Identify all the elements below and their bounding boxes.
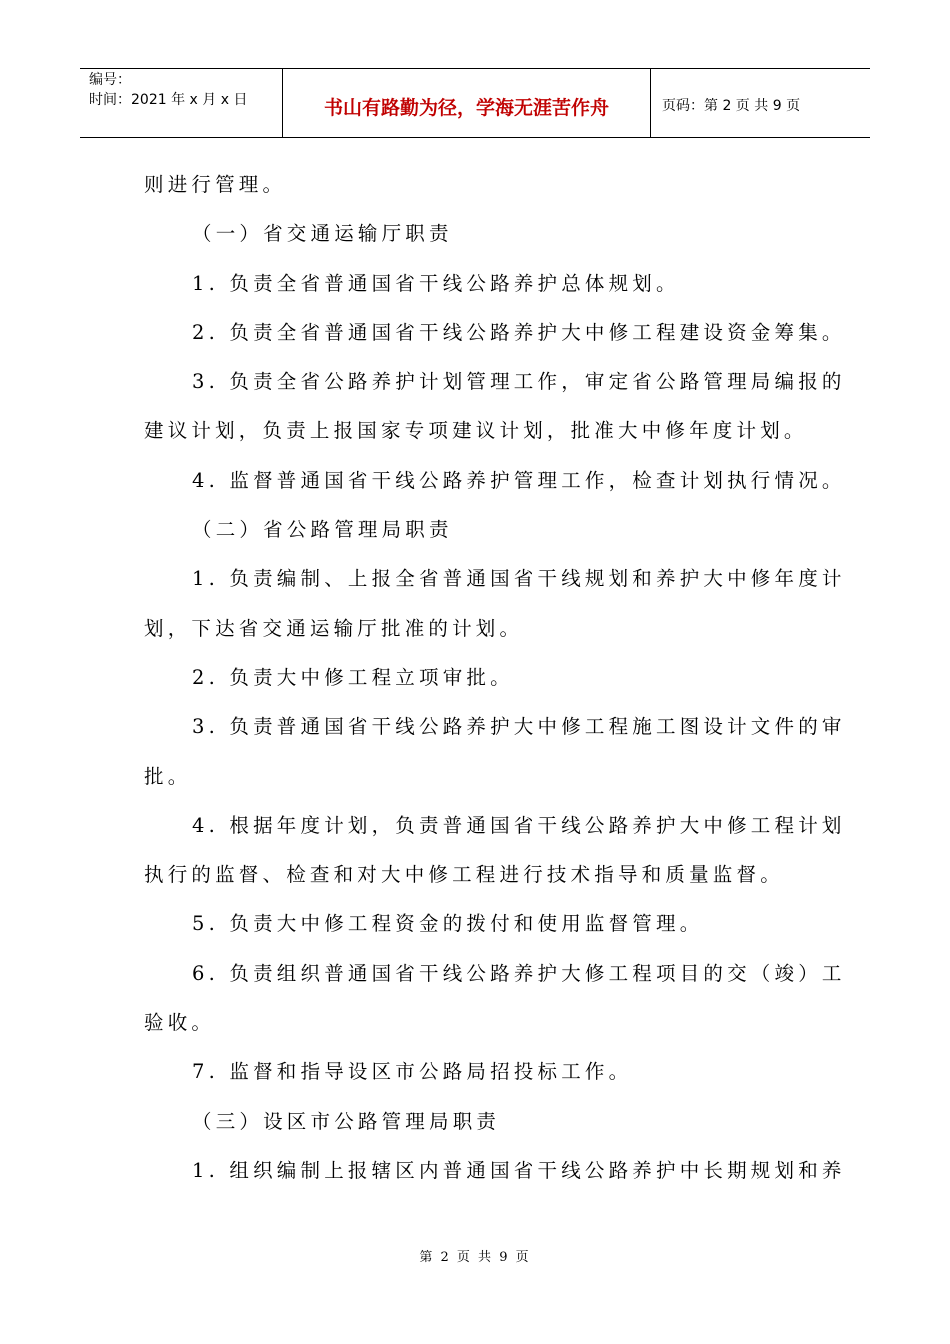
body-text-line: 4. 根据年度计划，负责普通国省干线公路养护大中修工程计划 xyxy=(192,813,846,837)
body-text-line: 2. 负责全省普通国省干线公路养护大中修工程建设资金筹集。 xyxy=(192,320,846,344)
header-meta-cell xyxy=(80,69,283,137)
header-motto: 书山有路勤为径，学海无涯苦作舟 xyxy=(283,69,651,137)
body-text-line: 执行的监督、检查和对大中修工程进行技术指导和质量监督。 xyxy=(144,863,784,887)
body-text-line: 5. 负责大中修工程资金的拨付和使用监督管理。 xyxy=(192,912,704,936)
body-text-line: 划，下达省交通运输厅批准的计划。 xyxy=(144,616,524,640)
body-text-line: 则进行管理。 xyxy=(144,173,287,196)
document-body xyxy=(144,160,846,1195)
body-text-line: （一）省交通运输厅职责 xyxy=(192,222,453,246)
body-text-line: 1. 负责编制、上报全省普通国省干线规划和养护大中修年度计 xyxy=(192,567,846,591)
body-text-line: 2. 负责大中修工程立项审批。 xyxy=(192,665,514,689)
body-text-line: （三）设区市公路管理局职责 xyxy=(192,1109,501,1133)
document-date-label: 时间：2021 年 x 月 x 日 xyxy=(89,92,248,108)
body-text-line: 3. 负责全省公路养护计划管理工作，审定省公路管理局编报的 xyxy=(192,370,846,394)
body-text-line: （二）省公路管理局职责 xyxy=(192,518,453,542)
body-text-line: 批。 xyxy=(144,764,192,788)
body-text-line: 验收。 xyxy=(144,1011,216,1035)
document-header xyxy=(80,68,870,138)
body-text-line: 3. 负责普通国省干线公路养护大中修工程施工图设计文件的审 xyxy=(192,715,846,739)
header-page-info: 页码：第 2 页 共 9 页 xyxy=(662,98,801,114)
body-text-line: 6. 负责组织普通国省干线公路养护大修工程项目的交（竣）工 xyxy=(192,961,846,985)
body-text-line: 1. 组织编制上报辖区内普通国省干线公路养护中长期规划和养 xyxy=(192,1158,846,1182)
body-text-line: 建议计划，负责上报国家专项建议计划，批准大中修年度计划。 xyxy=(144,419,808,443)
page-footer: 第 2 页 共 9 页 xyxy=(419,1250,531,1265)
body-text-line: 7. 监督和指导设区市公路局招投标工作。 xyxy=(192,1060,633,1084)
document-number-label: 编号： xyxy=(89,72,131,88)
body-text-line: 1. 负责全省普通国省干线公路养护总体规划。 xyxy=(192,271,680,295)
body-text-line: 4. 监督普通国省干线公路养护管理工作，检查计划执行情况。 xyxy=(192,468,846,492)
